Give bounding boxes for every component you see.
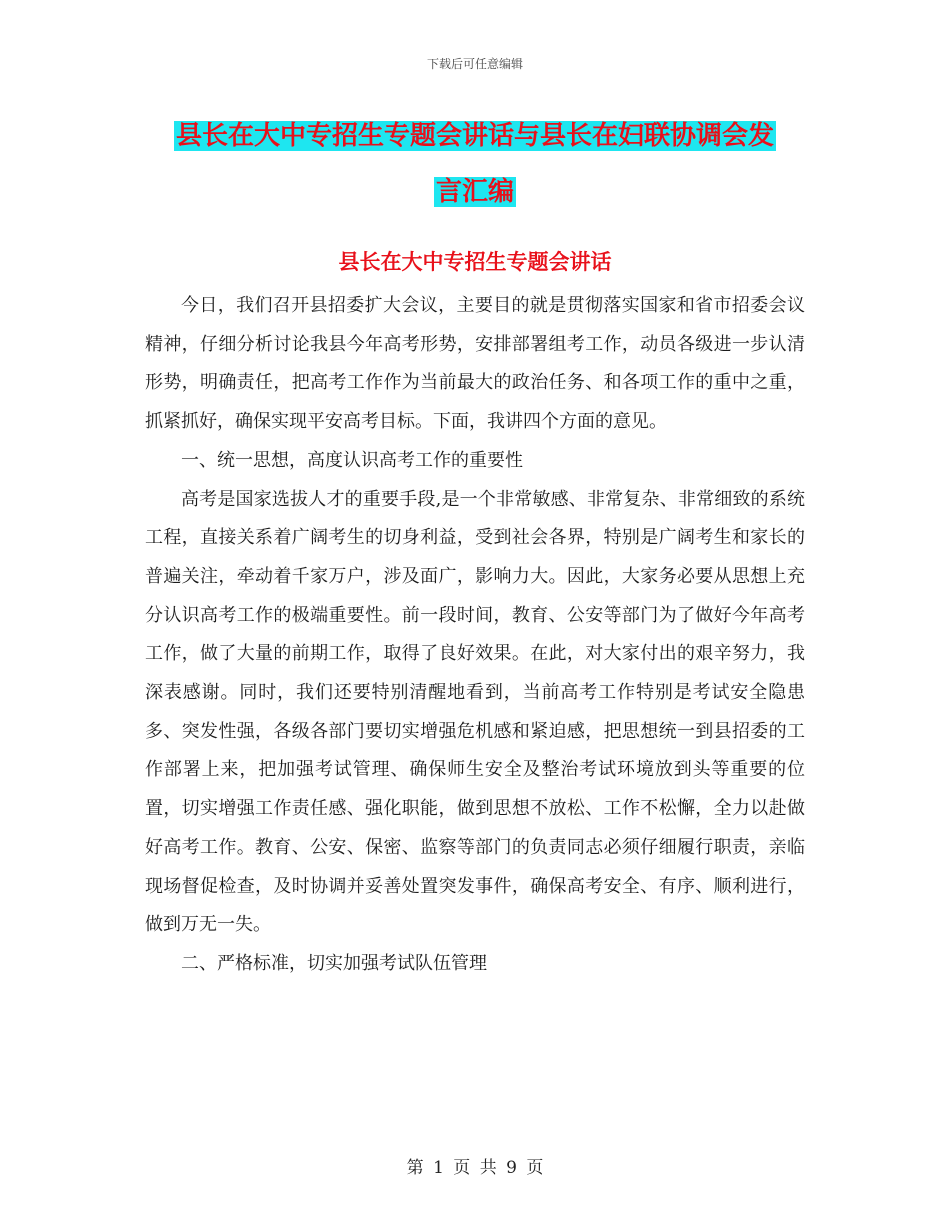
- document-body: [145, 287, 805, 984]
- section-title: 县长在大中专招生专题会讲话: [338, 250, 612, 274]
- page-header-note: 下载后可任意编辑: [426, 57, 523, 71]
- page-footer-number: 第 1 页 共 9 页: [406, 1158, 544, 1178]
- document-title: [150, 108, 800, 220]
- document-title-line-1: 县长在大中专招生专题会讲话与县长在妇联协调会发: [175, 121, 774, 151]
- document-title-line-2: 言汇编: [435, 177, 514, 207]
- heading-point-1: 一、统一思想，高度认识高考工作的重要性: [181, 449, 523, 471]
- paragraph-point-1: 高考是国家选拔人才的重要手段,是一个非常敏感、非常复杂、非常细致的系统工程，直接关系着广阔考生的切身利益，受到社会各界，特别是广阔考生和家长的普遍关注，牵动着千家万户，涉及面广，影响力大。因此，大家务必要从思想上充分认识高考工作的极端重要性。前一段时间，教育、公安等部门为了做好今年高考工作，做了大量的前期工作，取得了良好效果。在此，对大家付出的艰辛努力，我深表感谢。同时，我们还要特别清醒地看到，当前高考工作特别是考试安全隐患多、突发性强，各级各部门要切实增强危机感和紧迫感，把思想统一到县招委的工作部署上来，把加强考试管理、确保师生安全及整治考试环境放到头等重要的位置，切实增强工作责任感、强化职能，做到思想不放松、工作不松懈，全力以赴做好高考工作。教育、公安、保密、监察等部门的负责同志必须仔细履行职责，亲临现场督促检查，及时协调并妥善处置突发事件，确保高考安全、有序、顺利进行，做到万无一失。: [145, 488, 805, 936]
- heading-point-2: 二、严格标准，切实加强考试队伍管理: [181, 952, 487, 974]
- paragraph-intro: 今日，我们召开县招委扩大会议，主要目的就是贯彻落实国家和省市招委会议精神，仔细分析讨论我县今年高考形势，安排部署组考工作，动员各级进一步认清形势，明确责任，把高考工作作为当前最大的政治任务、和各项工作的重中之重，抓紧抓好，确保实现平安高考目标。下面，我讲四个方面的意见。: [145, 295, 805, 433]
